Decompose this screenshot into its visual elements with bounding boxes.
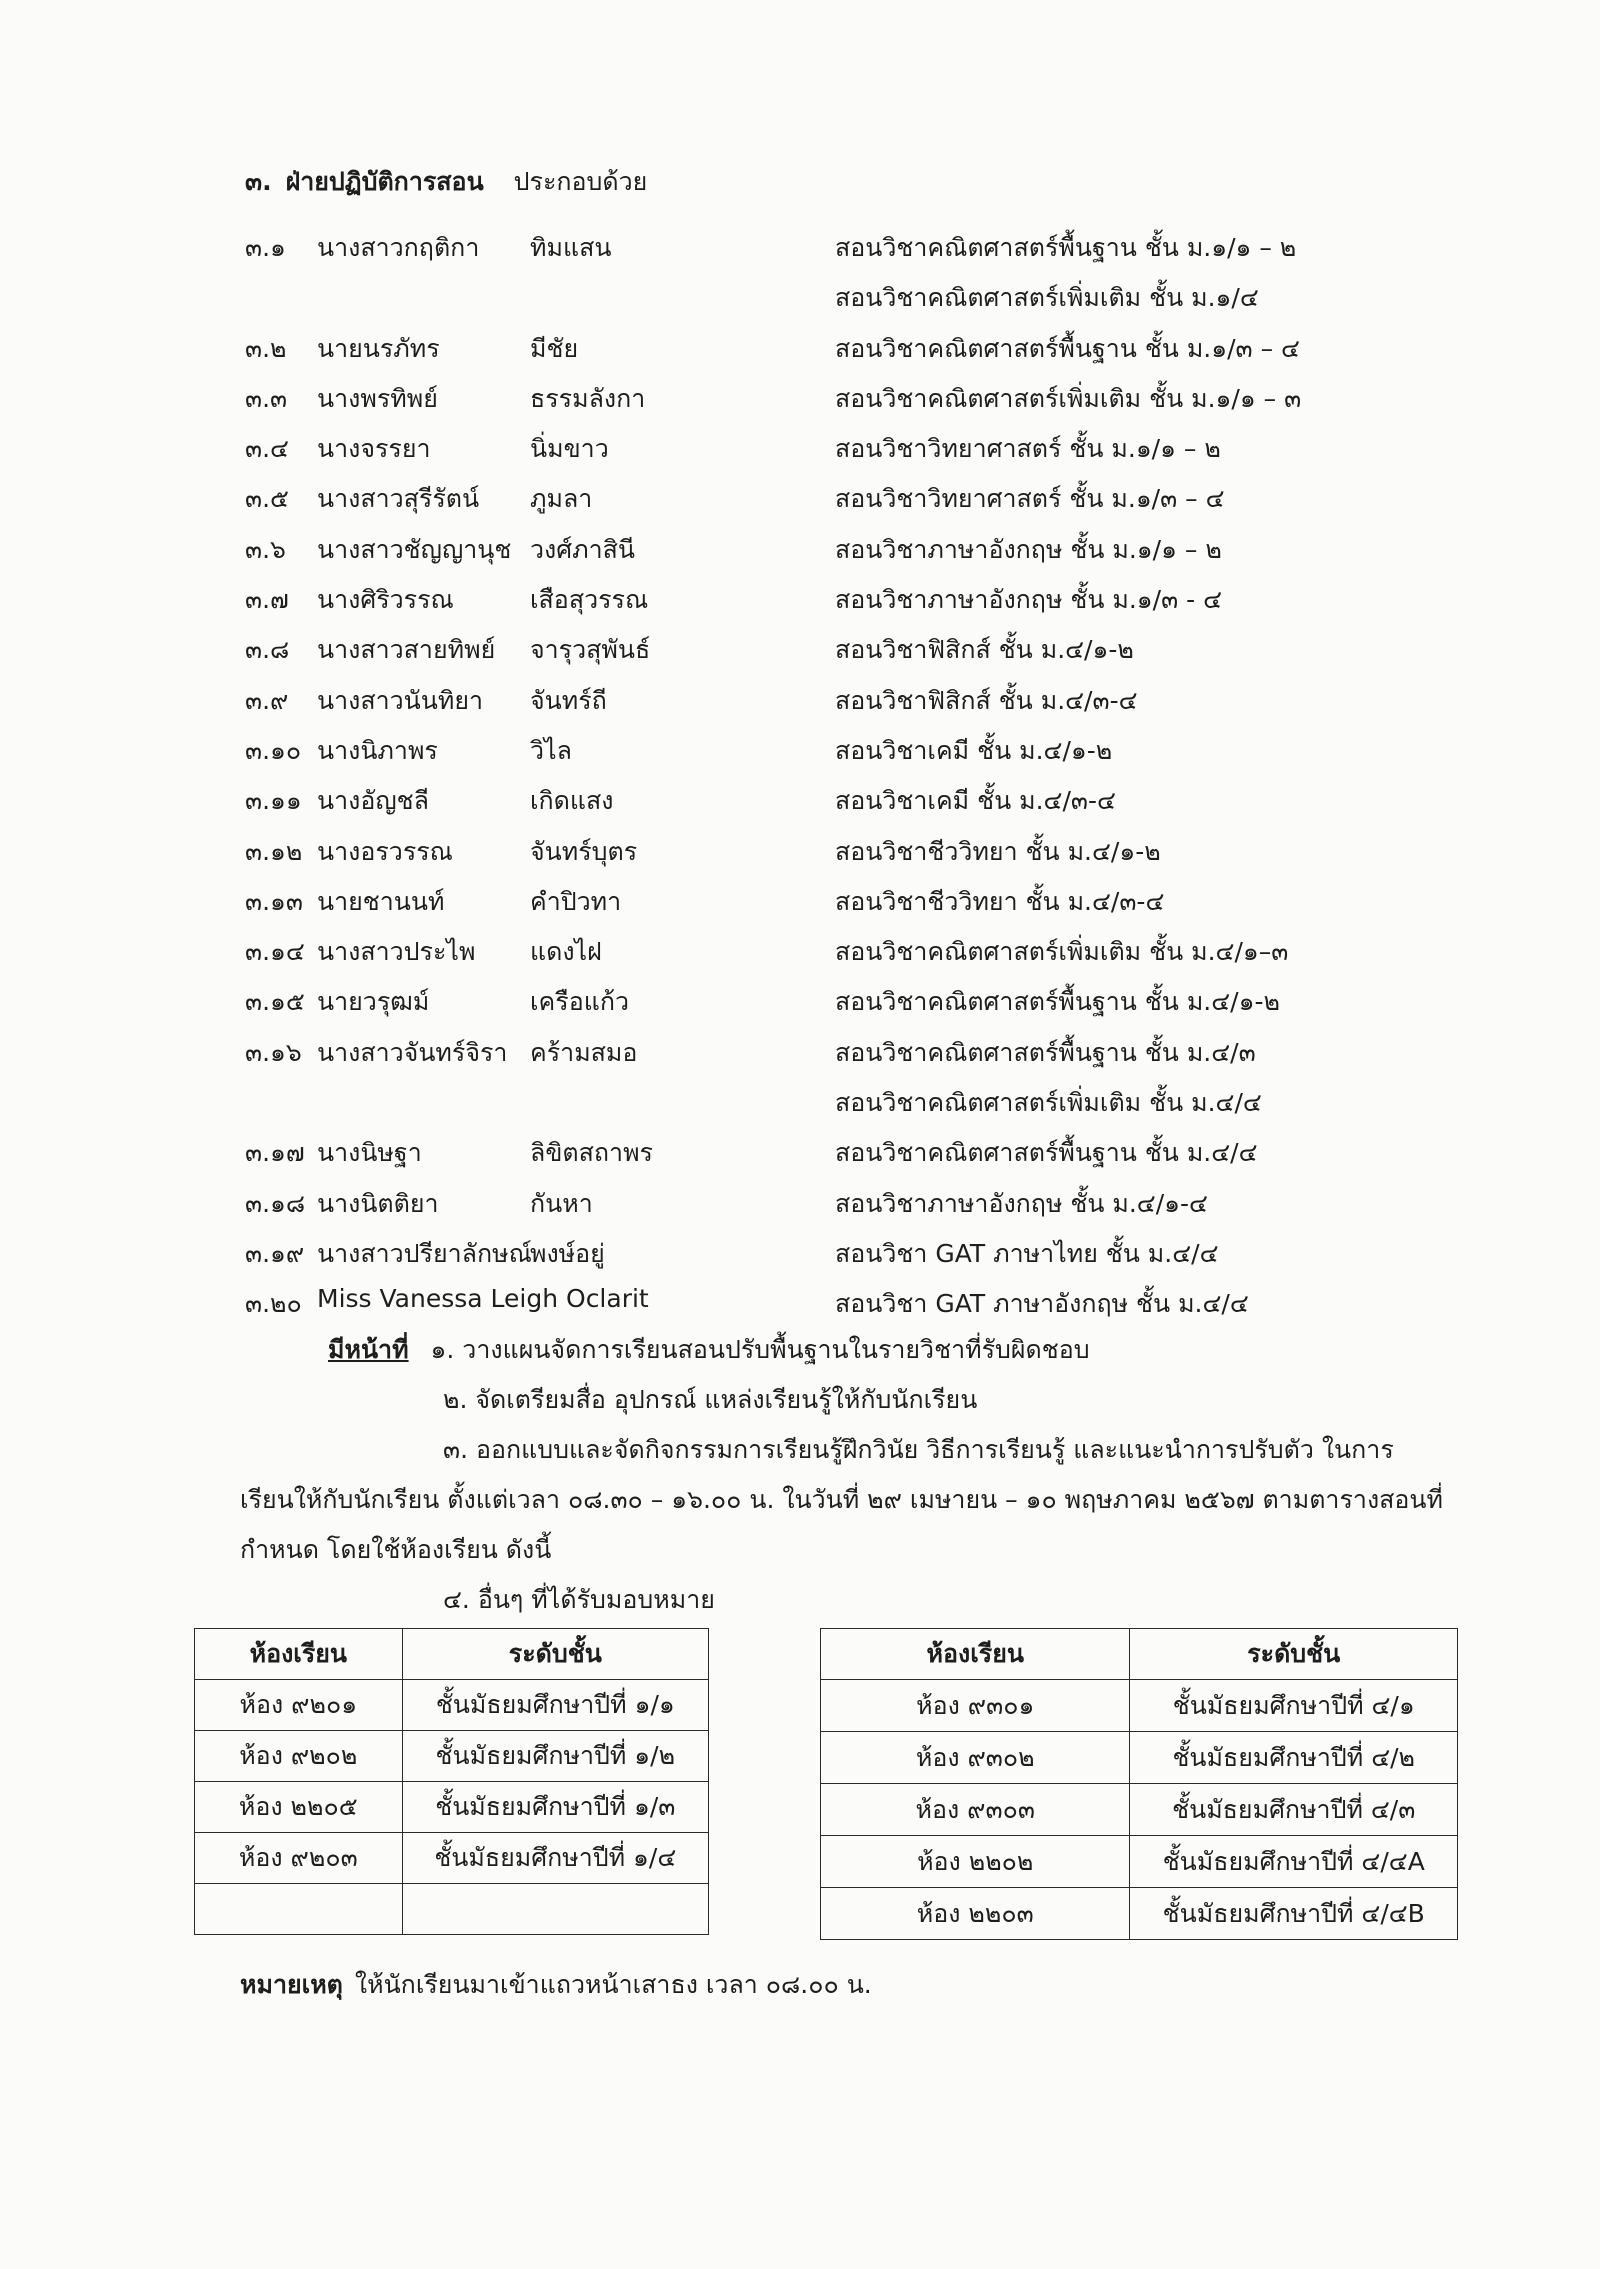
staff-surname: คร้ามสมอ <box>530 1037 638 1067</box>
staff-name: นางสาวสุรีรัตน์ <box>317 484 480 514</box>
staff-number: ๓.๑๘ <box>245 1188 306 1218</box>
staff-number: ๓.๒๐ <box>245 1289 302 1319</box>
table-header-row <box>821 1629 1458 1680</box>
cell-room: ห้อง ๙๓๐๓ <box>821 1784 1130 1836</box>
staff-subject: สอนวิชาวิทยาศาสตร์ ชั้น ม.๑/๓ – ๔ <box>835 484 1225 514</box>
staff-row <box>245 630 1395 680</box>
staff-number: ๓.๑๙ <box>245 1238 305 1268</box>
staff-surname: ภูมลา <box>530 484 593 514</box>
cell-level: ชั้นมัธยมศึกษาปีที่ ๑/๑ <box>402 1680 708 1731</box>
staff-surname: พงษ์อยู่ <box>530 1238 605 1268</box>
section-title: ฝ่ายปฏิบัติการสอน <box>285 167 484 196</box>
staff-row <box>245 479 1395 529</box>
staff-subject: สอนวิชาคณิตศาสตร์พื้นฐาน ชั้น ม.๑/๓ – ๔ <box>835 333 1300 363</box>
duty-item-3-line-1: ๓. ออกแบบและจัดกิจกรรมการเรียนรู้ฝึกวินัย วิธีการเรียนรู้ และแนะนำการปรับตัว ในการ <box>443 1435 1394 1464</box>
cell-room: ห้อง ๙๒๐๒ <box>195 1731 403 1782</box>
cell-room: ห้อง ๙๒๐๑ <box>195 1680 403 1731</box>
duty-item-3-line-2: เรียนให้กับนักเรียน ตั้งแต่เวลา ๐๘.๓๐ – ๑๖.๐๐ น. ในวันที่ ๒๙ เมษายน – ๑๐ พฤษภาคม ๒๕๖๗ ตามตารางสอนที่ <box>240 1485 1443 1514</box>
cell-room: ห้อง ๙๓๐๑ <box>821 1680 1130 1732</box>
section-subtitle: ประกอบด้วย <box>513 167 648 196</box>
staff-name: นายนรภัทร <box>317 333 440 363</box>
staff-name: นางอรวรรณ <box>317 836 453 866</box>
staff-row <box>245 228 1395 278</box>
header-room: ห้องเรียน <box>821 1629 1130 1680</box>
staff-surname: เสือสุวรรณ <box>530 585 649 615</box>
staff-surname: วิไล <box>530 735 572 765</box>
table-row <box>821 1680 1458 1732</box>
staff-name: นางอัญชลี <box>317 786 429 816</box>
staff-number: ๓.๑๑ <box>245 786 302 816</box>
staff-row <box>245 1184 1395 1234</box>
staff-subject: สอนวิชาภาษาอังกฤษ ชั้น ม.๑/๑ – ๒ <box>835 534 1222 564</box>
staff-surname: มีชัย <box>530 333 579 363</box>
staff-name: นางนิตติยา <box>317 1188 439 1218</box>
staff-row <box>245 530 1395 580</box>
staff-number: ๓.๕ <box>245 484 289 514</box>
staff-surname: นิ่มขาว <box>530 434 609 464</box>
staff-subject: สอนวิชาเคมี ชั้น ม.๔/๑-๒ <box>835 735 1113 765</box>
staff-number: ๓.๑ <box>245 233 286 262</box>
staff-row <box>245 781 1395 831</box>
staff-surname: เครือแก้ว <box>530 987 629 1017</box>
cell-level: ชั้นมัธยมศึกษาปีที่ ๑/๔ <box>402 1833 708 1884</box>
staff-number: ๓.๑๖ <box>245 1037 302 1067</box>
staff-surname: เกิดแสง <box>530 786 614 816</box>
staff-list <box>245 228 1395 1335</box>
staff-row <box>245 731 1395 781</box>
staff-number: ๓.๙ <box>245 685 289 715</box>
staff-number: ๓.๗ <box>245 585 289 615</box>
room-table-right <box>820 1628 1458 1940</box>
staff-number: ๓.๒ <box>245 333 287 363</box>
cell-level: ชั้นมัธยมศึกษาปีที่ ๑/๒ <box>402 1731 708 1782</box>
duty-item-2: ๒. จัดเตรียมสื่อ อุปกรณ์ แหล่งเรียนรู้ให้กับนักเรียน <box>443 1385 978 1414</box>
staff-subject: สอนวิชาคณิตศาสตร์พื้นฐาน ชั้น ม.๔/๑-๒ <box>835 987 1280 1017</box>
duty-item-4: ๔. อื่นๆ ที่ได้รับมอบหมาย <box>443 1585 715 1614</box>
staff-row <box>245 882 1395 932</box>
cell-room: ห้อง ๒๒๐๒ <box>821 1836 1130 1888</box>
duties-line-1 <box>328 1330 1090 1370</box>
staff-number: ๓.๑๕ <box>245 987 305 1017</box>
staff-surname: กันหา <box>530 1188 593 1218</box>
staff-surname: จันทร์ถี <box>530 685 607 715</box>
cell-room <box>195 1884 403 1935</box>
cell-level: ชั้นมัธยมศึกษาปีที่ ๔/๒ <box>1130 1732 1458 1784</box>
table-row <box>195 1782 709 1833</box>
staff-subject: สอนวิชาคณิตศาสตร์เพิ่มเติม ชั้น ม.๑/๔ <box>835 283 1259 313</box>
staff-name: นายวรุฒม์ <box>317 987 430 1017</box>
staff-row <box>245 1133 1395 1183</box>
duties-label: มีหน้าที่ <box>328 1335 409 1364</box>
staff-name: นางสาวสายทิพย์ <box>317 635 496 665</box>
header-level: ระดับชั้น <box>1130 1629 1458 1680</box>
staff-row <box>245 329 1395 379</box>
staff-name: Miss Vanessa Leigh Oclarit <box>317 1284 649 1314</box>
staff-subject: สอนวิชาภาษาอังกฤษ ชั้น ม.๔/๑-๔ <box>835 1188 1208 1218</box>
staff-subject: สอนวิชาชีววิทยา ชั้น ม.๔/๑-๒ <box>835 836 1161 866</box>
cell-level: ชั้นมัธยมศึกษาปีที่ ๑/๓ <box>402 1782 708 1833</box>
staff-surname: ธรรมลังกา <box>530 383 646 413</box>
staff-name: นายชานนท์ <box>317 886 445 916</box>
cell-room: ห้อง ๒๒๐๕ <box>195 1782 403 1833</box>
table-row <box>195 1731 709 1782</box>
staff-row <box>245 1234 1395 1284</box>
cell-level: ชั้นมัธยมศึกษาปีที่ ๔/๓ <box>1130 1784 1458 1836</box>
staff-subject: สอนวิชาคณิตศาสตร์เพิ่มเติม ชั้น ม.๑/๑ – ๓ <box>835 383 1302 413</box>
staff-row <box>245 379 1395 429</box>
staff-row <box>245 580 1395 630</box>
cell-room: ห้อง ๒๒๐๓ <box>821 1888 1130 1940</box>
staff-row <box>245 1033 1395 1083</box>
staff-surname: แดงไฝ <box>530 937 602 967</box>
staff-number: ๓.๑๗ <box>245 1138 305 1168</box>
staff-name: นางจรรยา <box>317 434 431 464</box>
staff-number: ๓.๖ <box>245 534 286 564</box>
header-level: ระดับชั้น <box>402 1629 708 1680</box>
duty-item-1: ๑. วางแผนจัดการเรียนสอนปรับพื้นฐานในรายวิชาที่รับผิดชอบ <box>430 1335 1090 1364</box>
cell-room: ห้อง ๙๓๐๒ <box>821 1732 1130 1784</box>
staff-name: นางนิษฐา <box>317 1138 422 1168</box>
staff-name: นางสาวจันทร์จิรา <box>317 1037 508 1067</box>
staff-row <box>245 832 1395 882</box>
table-row <box>821 1888 1458 1940</box>
cell-level: ชั้นมัธยมศึกษาปีที่ ๔/๑ <box>1130 1680 1458 1732</box>
staff-number: ๓.๑๐ <box>245 735 302 765</box>
staff-row <box>245 982 1395 1032</box>
staff-number: ๓.๑๔ <box>245 937 305 967</box>
table-header-row <box>195 1629 709 1680</box>
staff-number: ๓.๓ <box>245 383 288 413</box>
staff-surname: จันทร์บุตร <box>530 836 638 866</box>
table-row <box>195 1833 709 1884</box>
staff-name: นางสาวกฤติกา <box>317 233 480 262</box>
staff-subject: สอนวิชา GAT ภาษาไทย ชั้น ม.๔/๔ <box>835 1238 1219 1268</box>
cell-level <box>402 1884 708 1935</box>
staff-row <box>245 1083 1395 1133</box>
staff-row <box>245 429 1395 479</box>
cell-level: ชั้นมัธยมศึกษาปีที่ ๔/๔B <box>1130 1888 1458 1940</box>
staff-surname: ลิขิตสถาพร <box>530 1138 653 1168</box>
staff-row <box>245 932 1395 982</box>
room-table-left <box>194 1628 709 1935</box>
staff-name: นางสาวประไพ <box>317 937 476 967</box>
staff-subject: สอนวิชาวิทยาศาสตร์ ชั้น ม.๑/๑ – ๒ <box>835 434 1221 464</box>
staff-subject: สอนวิชาชีววิทยา ชั้น ม.๔/๓-๔ <box>835 886 1165 916</box>
staff-name: นางพรทิพย์ <box>317 383 438 413</box>
staff-name: นางสาวชัญญานุช <box>317 534 512 564</box>
staff-name: นางสาวปรียาลักษณ์ <box>317 1238 532 1268</box>
staff-surname: จารุวสุพันธ์ <box>530 635 651 665</box>
note <box>240 1965 872 2005</box>
staff-subject: สอนวิชาคณิตศาสตร์เพิ่มเติม ชั้น ม.๔/๔ <box>835 1088 1262 1118</box>
table-row <box>821 1784 1458 1836</box>
staff-surname: ทิมแสน <box>530 233 612 262</box>
staff-subject: สอนวิชาฟิสิกส์ ชั้น ม.๔/๓-๔ <box>835 685 1138 715</box>
header-room: ห้องเรียน <box>195 1629 403 1680</box>
staff-name: นางศิริวรรณ <box>317 585 454 615</box>
staff-surname: คำปิวทา <box>530 886 622 916</box>
staff-name: นางสาวนันทิยา <box>317 685 484 715</box>
staff-subject: สอนวิชาคณิตศาสตร์พื้นฐาน ชั้น ม.๑/๑ – ๒ <box>835 233 1297 262</box>
staff-number: ๓.๑๒ <box>245 836 303 866</box>
staff-subject: สอนวิชาภาษาอังกฤษ ชั้น ม.๑/๓ - ๔ <box>835 585 1223 615</box>
staff-subject: สอนวิชาคณิตศาสตร์พื้นฐาน ชั้น ม.๔/๓ <box>835 1037 1256 1067</box>
cell-level: ชั้นมัธยมศึกษาปีที่ ๔/๔A <box>1130 1836 1458 1888</box>
staff-number: ๓.๔ <box>245 434 289 464</box>
staff-row <box>245 1284 1395 1334</box>
staff-row <box>245 278 1395 328</box>
staff-subject: สอนวิชาคณิตศาสตร์เพิ่มเติม ชั้น ม.๔/๑–๓ <box>835 937 1289 967</box>
note-text: ให้นักเรียนมาเข้าแถวหน้าเสาธง เวลา ๐๘.๐๐ น. <box>354 1970 872 1999</box>
staff-subject: สอนวิชาคณิตศาสตร์พื้นฐาน ชั้น ม.๔/๔ <box>835 1138 1258 1168</box>
duty-item-3-line-3: กำหนด โดยใช้ห้องเรียน ดังนี้ <box>240 1535 552 1564</box>
staff-number: ๓.๑๓ <box>245 886 303 916</box>
table-row <box>821 1732 1458 1784</box>
staff-subject: สอนวิชาเคมี ชั้น ม.๔/๓-๔ <box>835 786 1116 816</box>
cell-room: ห้อง ๙๒๐๓ <box>195 1833 403 1884</box>
section-number: ๓. <box>245 167 272 196</box>
staff-subject: สอนวิชา GAT ภาษาอังกฤษ ชั้น ม.๔/๔ <box>835 1289 1249 1319</box>
table-row <box>195 1680 709 1731</box>
section-heading <box>245 162 647 202</box>
table-row <box>195 1884 709 1935</box>
staff-surname: วงศ์ภาสินี <box>530 534 635 564</box>
staff-number: ๓.๘ <box>245 635 290 665</box>
table-row <box>821 1836 1458 1888</box>
staff-name: นางนิภาพร <box>317 735 438 765</box>
staff-subject: สอนวิชาฟิสิกส์ ชั้น ม.๔/๑-๒ <box>835 635 1134 665</box>
staff-row <box>245 681 1395 731</box>
note-label: หมายเหตุ <box>240 1970 343 1999</box>
